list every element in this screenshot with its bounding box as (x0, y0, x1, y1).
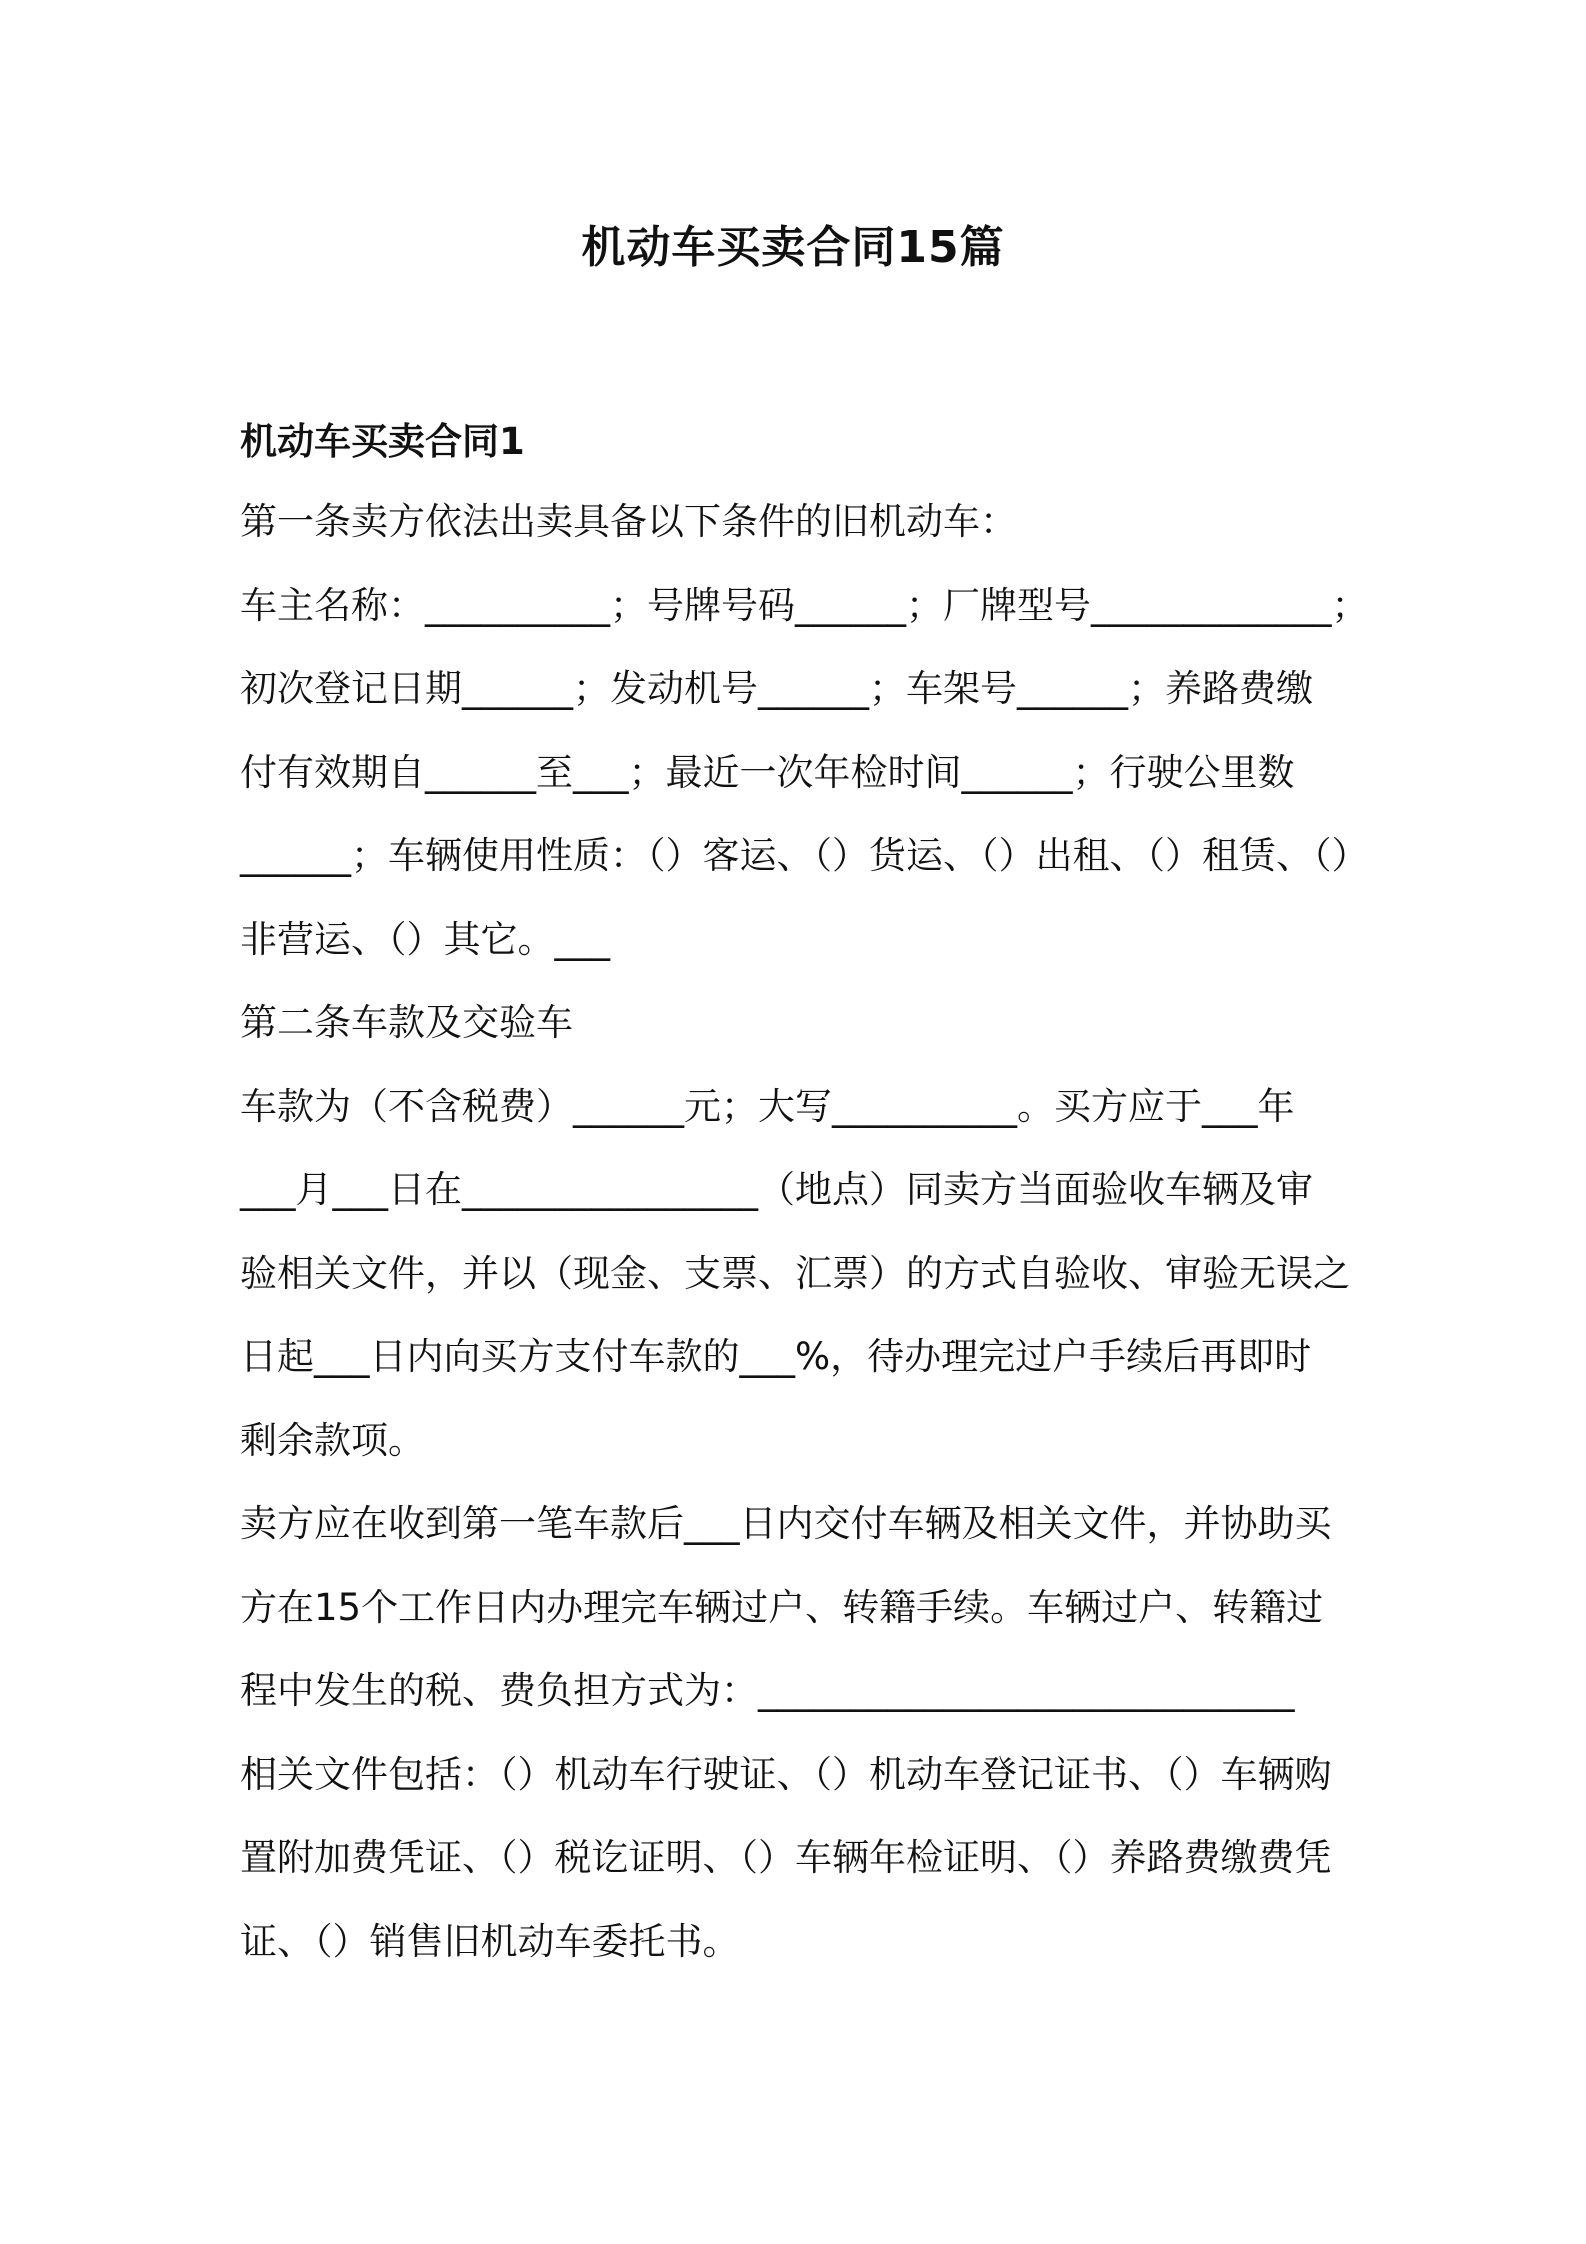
text-line: 方在15个工作日内办理完车辆过户、转籍手续。车辆过户、转籍过 (240, 1585, 1324, 1629)
document-title: 机动车买卖合同15篇 (581, 222, 1005, 273)
text-line: 车主名称：__________；号牌号码______；厂牌型号_____________； (240, 583, 1369, 627)
text-line: 付有效期自______至___；最近一次年检时间______；行驶公里数 (240, 750, 1295, 794)
text-line: ______；车辆使用性质：（）客运、（）货运、（）出租、（）租赁、（） (240, 834, 1369, 877)
clause-1-heading: 第一条卖方依法出卖具备以下条件的旧机动车： (240, 500, 1017, 543)
text-line: 相关文件包括：（）机动车行驶证、（）机动车登记证书、（）车辆购 (240, 1752, 1332, 1796)
text-line: 卖方应在收到第一笔车款后___日内交付车辆及相关文件，并协助买 (240, 1502, 1332, 1545)
text-line: 车款为（不含税费）______元；大写__________。买方应于___年 (240, 1084, 1295, 1128)
text-line: 日起___日内向买方支付车款的___%，待办理完过户手续后再即时 (240, 1335, 1312, 1378)
clause-2-heading: 第二条车款及交验车 (240, 1001, 573, 1044)
text-line: ___月___日在________________（地点）同卖方当面验收车辆及审 (240, 1168, 1313, 1211)
section-heading: 机动车买卖合同1 (240, 420, 525, 463)
text-line: 非营运、（）其它。___ (240, 917, 610, 961)
text-line: 初次登记日期______；发动机号______；车架号______；养路费缴 (240, 667, 1313, 710)
text-line: 证、（）销售旧机动车委托书。 (240, 1919, 740, 1963)
text-line: 验相关文件，并以（现金、支票、汇票）的方式自验收、审验无误之 (240, 1251, 1350, 1295)
text-line: 程中发生的税、费负担方式为：_____________________________ (240, 1669, 1295, 1712)
contract-body (240, 480, 1369, 1983)
text-line: 置附加费凭证、（）税讫证明、（）车辆年检证明、（）养路费缴费凭 (240, 1836, 1332, 1879)
text-line: 剩余款项。 (240, 1418, 425, 1462)
